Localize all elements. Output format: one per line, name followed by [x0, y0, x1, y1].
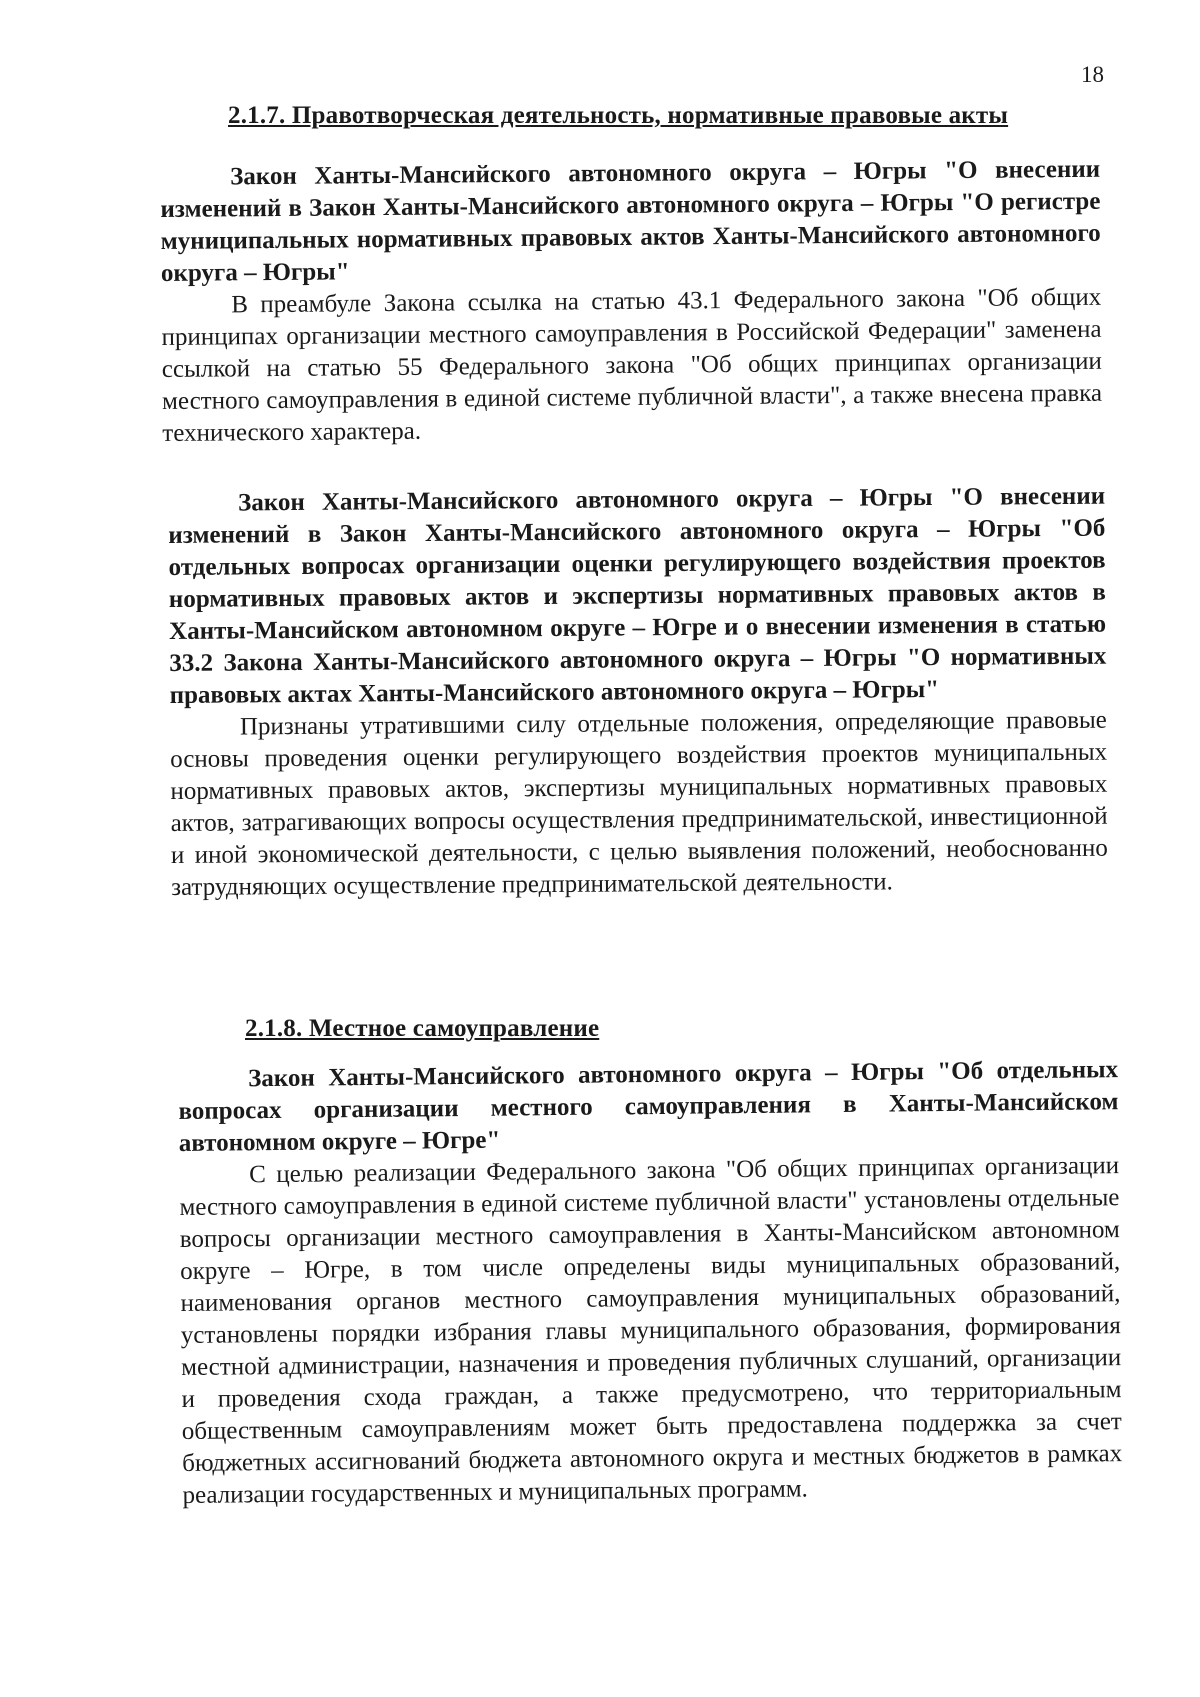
law-block [178, 1054, 1123, 1512]
law-description: В преамбуле Закона ссылка на статью 43.1 Федерального закона "Об общих принципах организации местного самоуправления в Российской Федерации" заменена ссылкой на статью 55 Федерального закона "Об общих принципах организации местного самоуправления в единой системе публичной власти", а также внесена правка технического характера. [161, 283, 1103, 447]
law-block [160, 154, 1102, 450]
law-block [168, 481, 1108, 904]
page-number: 18 [1081, 62, 1104, 87]
section-heading-legislative-activity: 2.1.7. Правотворческая деятельность, нормативные правовые акты [228, 102, 1009, 129]
section-heading-local-government: 2.1.8. Местное самоуправление [245, 1015, 600, 1042]
law-title: Закон Ханты-Мансийского автономного округа – Югры "О внесении изменений в Закон Ханты-Мансийского автономного округа – Югры "О регистре муниципальных нормативных правовых актов Ханты-Мансийского автономного округа – Югры" [160, 155, 1101, 287]
law-description: С целью реализации Федерального закона "Об общих принципах организации местного самоуправления в единой системе публичной власти" установлены отдельные вопросы организации местного самоуправления в Ханты-Мансийском автономном округе – Югре, в том числе определены виды муниципальных образований, наименования органов местного самоуправления муниципальных образований, установлены порядки избрания главы муниципального образования, формирования местной администрации, назначения и проведения публичных слушаний, организации и проведения схода граждан, а также предусмотрено, что территориальным общественным самоуправлениям может быть предоставлена поддержка за счет бюджетных ассигнований бюджета автономного округа и местных бюджетов в рамках реализации государственных и муниципальных программ. [179, 1152, 1123, 1509]
law-title: Закон Ханты-Мансийского автономного округа – Югры "О внесении изменений в Закон Ханты-Мансийского автономного округа – Югры "Об отдельных вопросах организации оценки регулирующего воздействия проектов нормативных правовых актов и экспертизы нормативных правовых актов в Ханты-Мансийском автономном округе – Югре и о внесении изменения в статью 33.2 Закона Ханты-Мансийского автономного округа – Югры "О нормативных правовых актах Ханты-Мансийского автономного округа – Югры" [168, 482, 1107, 709]
law-description: Признаны утратившими силу отдельные положения, определяющие правовые основы проведения оценки регулирующего воздействия проектов муниципальных нормативных правовых актов, экспертизы муниципальных нормативных правовых актов, затрагивающих вопросы осуществления предпринимательской, инвестиционной и иной экономической деятельности, с целью выявления положений, необоснованно затрудняющих осуществление предпринимательской деятельности. [170, 706, 1108, 901]
law-title: Закон Ханты-Мансийского автономного округа – Югры "Об отдельных вопросах организации местного самоуправления в Ханты-Мансийском автономном округе – Югре" [178, 1056, 1119, 1157]
